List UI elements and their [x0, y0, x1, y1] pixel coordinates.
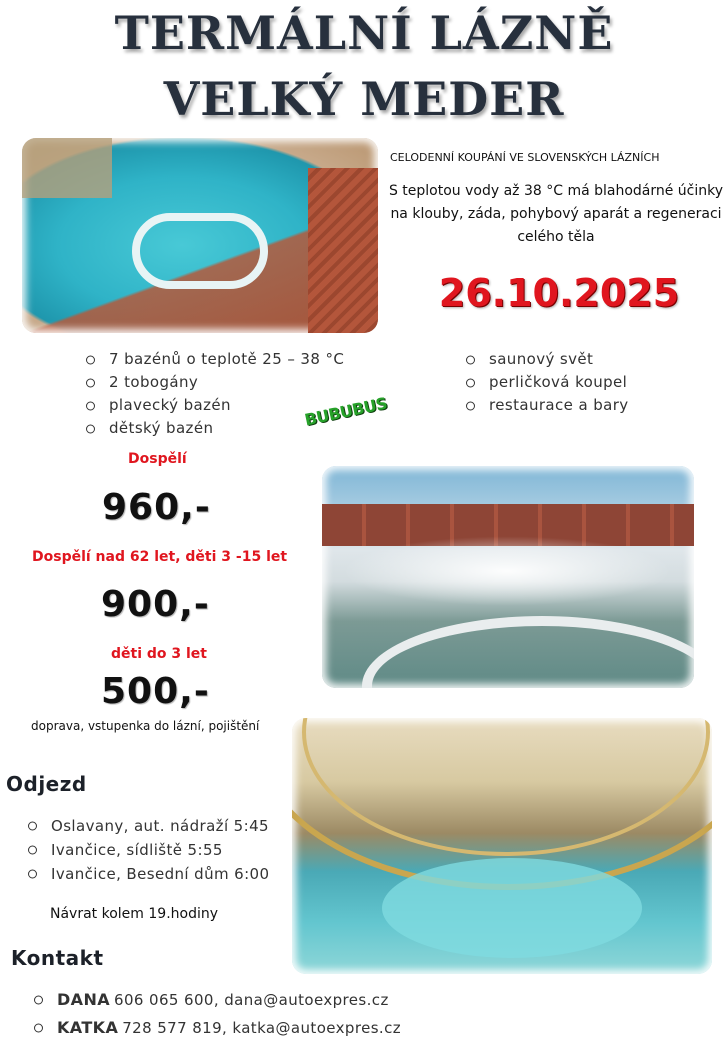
feature-item: 2 tobogány	[84, 371, 344, 394]
contact-name: DANA	[57, 990, 111, 1009]
feature-item: dětský bazén	[84, 417, 344, 440]
contact-details[interactable]: 728 577 819, katka@autoexpres.cz	[122, 1019, 401, 1037]
description-text: S teplotou vody až 38 °C má blahodárné účinky na klouby, záda, pohybový aparát a regeneraci celého těla	[388, 183, 724, 245]
departure-list	[26, 814, 269, 886]
departure-heading: Odjezd	[6, 772, 87, 796]
feature-item: restaurace a bary	[464, 394, 629, 417]
price-adults: 960,-	[102, 487, 211, 528]
contact-details[interactable]: 606 065 600, dana@autoexpres.cz	[114, 991, 389, 1009]
contact-name: KATKA	[57, 1018, 119, 1037]
contact-list	[32, 986, 401, 1042]
title-line-1: TERMÁLNÍ LÁZNĚ	[114, 6, 614, 60]
bububus-logo: BUBUBUS	[302, 393, 389, 430]
price-label-toddlers: děti do 3 let	[111, 646, 207, 662]
price-includes: doprava, vstupenka do lázní, pojištění	[31, 719, 260, 733]
return-time: Návrat kolem 19.hodiny	[50, 906, 219, 922]
indoor-pool-photo	[292, 718, 712, 974]
price-toddlers: 500,-	[101, 671, 210, 712]
departure-stop: Oslavany, aut. nádraží 5:45	[26, 814, 269, 838]
contact-item	[32, 986, 401, 1014]
steaming-pool-photo	[322, 466, 694, 688]
feature-item: saunový svět	[464, 348, 629, 371]
price-label-adults: Dospělí	[128, 451, 187, 467]
price-seniors-children: 900,-	[101, 584, 210, 625]
departure-stop: Ivančice, Besední dům 6:00	[26, 862, 269, 886]
contact-item	[32, 1014, 401, 1042]
feature-item: 7 bazénů o teplotě 25 – 38 °C	[84, 348, 344, 371]
feature-item: plavecký bazén	[84, 394, 344, 417]
event-date: 26.10.2025	[438, 271, 680, 315]
price-label-seniors-children: Dospělí nad 62 let, děti 3 -15 let	[32, 549, 288, 565]
title-line-2: VELKÝ MEDER	[163, 72, 565, 126]
feature-list-right	[464, 348, 629, 417]
departure-stop: Ivančice, sídliště 5:55	[26, 838, 269, 862]
kicker-text: CELODENNÍ KOUPÁNÍ VE SLOVENSKÝCH LÁZNÍCH	[390, 151, 660, 164]
outdoor-pool-photo	[22, 138, 378, 333]
feature-item: perličková koupel	[464, 371, 629, 394]
contact-heading: Kontakt	[11, 946, 104, 970]
